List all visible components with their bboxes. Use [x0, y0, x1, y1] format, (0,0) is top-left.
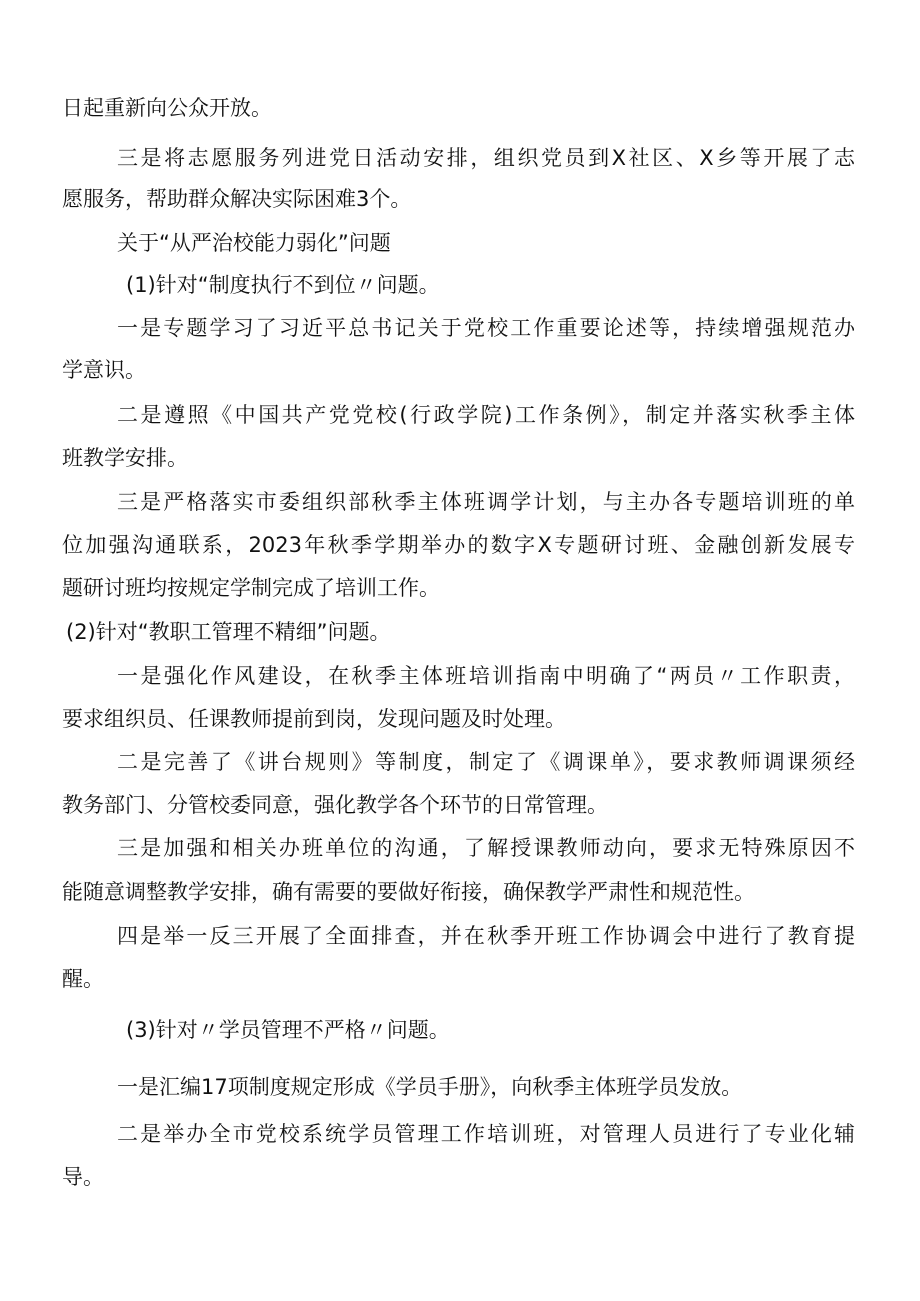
text-line: 三是严格落实市委组织部秋季主体班调学计划，与主办各专题培训班的单	[117, 490, 855, 514]
text-line: 日起重新向公众开放。	[62, 96, 272, 120]
text-line: 题研讨班均按规定学制完成了培训工作。	[62, 576, 440, 600]
text-line: 三是加强和相关办班单位的沟通，了解授课教师动向，要求无特殊原因不	[117, 836, 855, 860]
text-line: 二是举办全市党校系统学员管理工作培训班，对管理人员进行了专业化辅	[117, 1122, 855, 1146]
text-line: 一是汇编17项制度规定形成《学员手册》，向秋季主体班学员发放。	[117, 1075, 743, 1099]
section-heading: 关于“从严治校能力弱化”问题	[117, 231, 391, 255]
text-line: 四是举一反三开展了全面排查，并在秋季开班工作协调会中进行了教育提	[117, 924, 855, 948]
subsection-heading: (3)针对〃学员管理不严格〃问题。	[126, 1018, 450, 1042]
text-line: 要求组织员、任课教师提前到岗，发现问题及时处理。	[62, 707, 566, 731]
text-line: 三是将志愿服务列进党日活动安排，组织党员到X社区、X乡等开展了志	[117, 146, 855, 170]
text-line: 位加强沟通联系，2023年秋季学期举办的数字X专题研讨班、金融创新发展专	[62, 533, 855, 557]
text-line: 教务部门、分管校委同意，强化教学各个环节的日常管理。	[62, 793, 608, 817]
text-line: 能随意调整教学安排，确有需要的要做好衔接，确保教学严肃性和规范性。	[62, 880, 755, 904]
text-line: 班教学安排。	[62, 446, 188, 470]
subsection-heading: (2)针对“教职工管理不精细”问题。	[66, 620, 391, 644]
text-line: 二是完善了《讲台规则》等制度，制定了《调课单》，要求教师调课须经	[117, 750, 855, 774]
subsection-heading: (1)针对“制度执行不到位〃问题。	[126, 273, 440, 297]
text-line: 一是专题学习了习近平总书记关于党校工作重要论述等，持续增强规范办	[117, 316, 855, 340]
text-line: 愿服务，帮助群众解决实际困难3个。	[62, 187, 412, 211]
text-line: 二是遵照《中国共产党党校(行政学院)工作条例》，制定并落实秋季主体	[117, 403, 855, 427]
text-line: 醒。	[62, 967, 104, 991]
text-line: 导。	[62, 1165, 104, 1189]
text-line: 学意识。	[62, 358, 146, 382]
text-line: 一是强化作风建设，在秋季主体班培训指南中明确了“两员〃工作职责，	[117, 664, 855, 688]
